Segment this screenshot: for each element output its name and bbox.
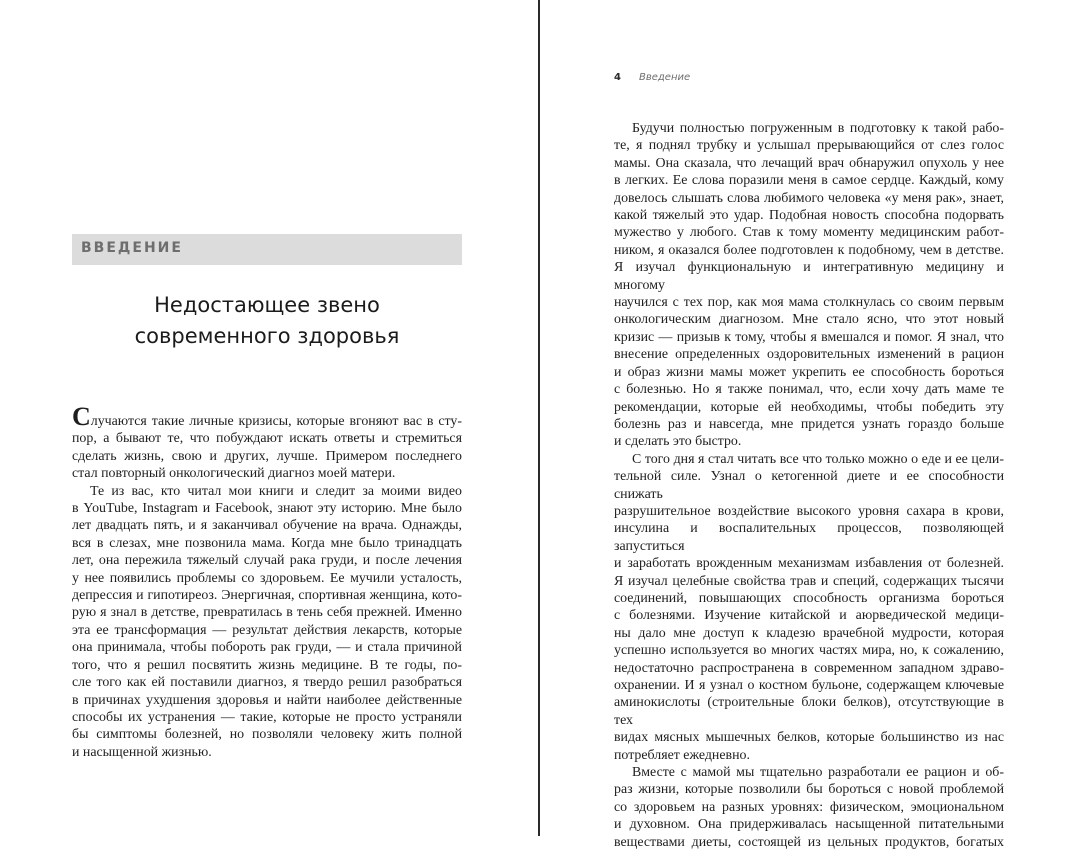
text-line: в YouTube, Instagram и Facebook, знают эту историю. Мне было: [72, 501, 462, 517]
text-line: рую я знал в детстве, превратилась в тень себя прежней. Именно: [72, 605, 462, 621]
text-line: того, что я решил посвятить жизнь медицине. В те годы, по-: [72, 657, 462, 673]
text-line: и насыщенной жизнью.: [72, 744, 212, 760]
text-line: Будучи полностью погруженным в подготовку к такой рабо-: [632, 121, 1004, 136]
text-line: в причинах ухудшения здоровья и найти наиболее действенные: [72, 692, 462, 708]
right-page: [540, 0, 1077, 850]
text-line: научился с тех пор, как моя мама столкнулась со своим первым: [614, 295, 1004, 311]
text-line: болезнь раз и навсегда, мне придется узнать гораздо больше: [614, 416, 1004, 432]
text-line: и духовном. Она придерживалась насыщенной питательными: [614, 817, 1004, 833]
text-line: у нее появились проблемы со здоровьем. Ее мучили усталость,: [72, 570, 462, 586]
text-line: ны дало мне доступ к кладезю врачебной мудрости, которая: [614, 625, 1004, 641]
text-line: Я изучал функциональную и интегративную медицину и многому: [614, 260, 1004, 293]
text-line: довелось слышать слова любимого человека «у меня рак», знает,: [614, 190, 1004, 206]
text-line: со здоровьем на разных уровнях: физическом, эмоциональном: [614, 799, 1004, 815]
text-line: онкологическим диагнозом. Мне стало ясно, что этот новый: [614, 312, 1004, 328]
text-line: сделать жизнь, свою и других, лучше. Примером последнего: [72, 448, 462, 464]
text-line: [72, 402, 462, 431]
text-line: Я изучал целебные свойства трав и специй, содержащих тысячи: [614, 573, 1004, 589]
text-line: с болезнью. Но я также понимал, что, если хочу дать маме те: [614, 382, 1004, 398]
left-body-text: [72, 402, 462, 761]
text-line: раз жизни, которые позволили бы бороться с новой проблемой: [614, 782, 1004, 798]
text-line: депрессия и гипотиреоз. Энергичная, спортивная женщина, кото-: [72, 588, 462, 604]
running-head: [614, 72, 690, 83]
page-number: 4: [614, 72, 621, 83]
text-line: мамы. Она сказала, что лечащий врач обнаружил опухоль у нее: [614, 155, 1004, 171]
text-line: разрушительное воздействие высокого уровня сахара в крови,: [614, 503, 1004, 519]
text-line: аминокислоты (строительные блоки белков), отсутствующие в тех: [614, 695, 1004, 728]
text-line: успешно используется во многих частях мира, но, к сожалению,: [614, 643, 1004, 659]
text-line: в легких. Ее слова поразили меня в самое сердце. Каждый, кому: [614, 173, 1004, 189]
text-line: недостаточно распространена в современном западном здраво-: [614, 660, 1004, 676]
chapter-title-line: Недостающее звено: [154, 293, 380, 317]
text-line: Те из вас, кто читал мои книги и следит за моими видео: [90, 483, 462, 499]
text-line: ником, я оказался более подготовлен к подобному, чем в детстве.: [614, 242, 1004, 258]
text-line: она принимала, чтобы побороть рак груди, — и стала причиной: [72, 640, 462, 656]
text-line: вся в слезах, мне позвонила мама. Когда мне было тринадцать: [72, 535, 462, 551]
text-line: лет, она пережила тяжелый случай рака груди, и после лечения: [72, 553, 462, 569]
left-page: [0, 0, 538, 836]
section-label: ВВЕДЕНИЕ: [81, 240, 183, 256]
text-line: лет двадцать пять, и я заканчивал обучение на врача. Однажды,: [72, 518, 462, 534]
text-line: потребляет ежедневно.: [614, 747, 750, 763]
text-line: стал повторный онкологический диагноз моей матери.: [72, 466, 396, 482]
section-band: [72, 234, 462, 265]
text-line: С того дня я стал читать все что только можно о еде и ее цели-: [632, 451, 1004, 467]
right-body-text: [614, 120, 1004, 851]
text-line: инсулина и воспалительных процессов, позволяющей запуститься: [614, 521, 1004, 554]
chapter-title-line: современного здоровья: [134, 324, 400, 348]
text-line: и заработать врожденным механизмам избавления от болезней.: [614, 556, 1004, 572]
text-line: сле того как ей поставили диагноз, я твердо решил разобраться: [72, 675, 462, 691]
text-line: внесение определенных оздоровительных изменений в рацион: [614, 347, 1004, 363]
text-line: Вместе с мамой мы тщательно разработали ее рацион и об-: [632, 765, 1004, 781]
text-line: пор, а бывают те, что побуждают искать ответы и стремиться: [72, 431, 462, 447]
text-line: охранении. И я узнал о костном бульоне, содержащем ключевые: [614, 678, 1004, 693]
text-line: и сделать это быстро.: [614, 434, 742, 450]
text-line: те, я поднял трубку и услышал прерывающийся от слез голос: [614, 138, 1004, 154]
text-line: веществами диеты, состоящей из цельных продуктов, богатых: [614, 834, 1004, 850]
text-line: тельной силе. Узнал о кетогенной диете и ее способности снижать: [614, 469, 1004, 502]
dropcap-letter: С: [72, 402, 91, 431]
running-title: Введение: [638, 72, 691, 83]
text-line: кризис — призыв к тому, чтобы я вмешался и помог. Я знал, что: [614, 329, 1004, 345]
chapter-title: [72, 290, 462, 352]
text-line: мужество у любого. Став к тому моменту медицинским работ-: [614, 225, 1004, 241]
text-line: способы их устранения — такие, которые не просто устраняли: [72, 709, 462, 725]
text-line: бы симптомы болезней, но позволяли человеку жить полной: [72, 727, 462, 743]
text-line: эта ее трансформация — результат действия лекарств, которые: [72, 622, 462, 638]
text-line: какой тяжелый это удар. Подобная новость способна подорвать: [614, 208, 1004, 224]
text-line: с болезнями. Изучение китайской и аюрведической медици-: [614, 608, 1004, 624]
text-line-rest: лучаются такие личные кризисы, которые вгоняют вас в сту-: [90, 414, 462, 429]
text-line: рекомендации, которые ей необходимы, чтобы победить эту: [614, 399, 1004, 415]
text-line: видах мясных мышечных белков, которые большинство из нас: [614, 730, 1004, 746]
text-line: и образ жизни мамы может укрепить ее способность бороться: [614, 364, 1004, 380]
text-line: соединений, повышающих способность организма бороться: [614, 590, 1004, 606]
